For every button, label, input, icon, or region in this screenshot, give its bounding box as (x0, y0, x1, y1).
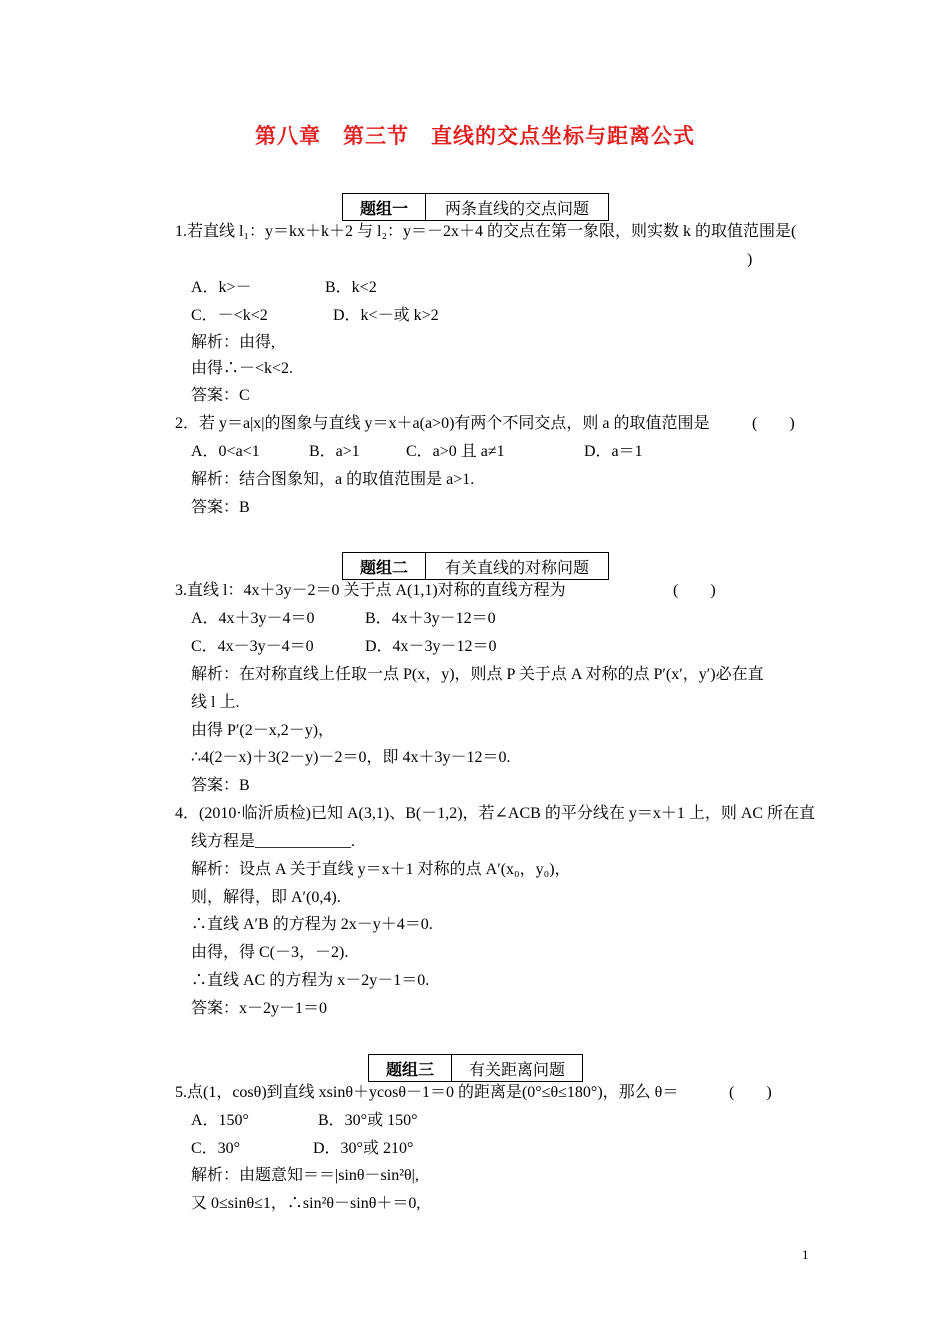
q5-option-d: D．30°或 210° (313, 1140, 414, 1157)
q3-solution: 解析：在对称直线上任取一点 P(x，y)，则点 P 关于点 A 对称的点 P′(x′，y′)必在直 (191, 666, 764, 683)
q2-solution: 解析：结合图象知，a 的取值范围是 a>1. (191, 471, 475, 488)
q2-option-d: D．a＝1 (584, 443, 643, 460)
q3-option-b: B．4x＋3y－12＝0 (365, 610, 496, 627)
q4-solution: 则，解得，即 A′(0,4). (191, 889, 341, 906)
q1-option-b: B．k<2 (325, 279, 377, 296)
q4-answer: 答案：x－2y－1＝0 (191, 1000, 328, 1017)
q4-stem: 线方程是____________. (191, 833, 356, 850)
group-label: 题组二 (343, 553, 426, 579)
q3-solution: 线 l 上. (191, 694, 240, 711)
q4-solution: ∴直线 A′B 的方程为 2x－y＋4＝0. (191, 916, 433, 933)
q5-option-c: C．30° (191, 1140, 241, 1157)
q3-option-c: C．4x－3y－4＝0 (191, 638, 314, 655)
q3-option-a: A．4x＋3y－4＝0 (191, 610, 315, 627)
q4-solution: 由得，得 C(－3，－2). (191, 944, 349, 961)
page-title: 第八章 第三节 直线的交点坐标与距离公式 (255, 124, 695, 148)
q1-answer: 答案：C (191, 387, 250, 404)
q3-solution: 由得 P′(2－x,2－y)， (191, 722, 335, 739)
q5-stem: 5.点(1，cosθ)到直线 xsinθ＋ycosθ－1＝0 的距离是(0°≤θ≤180°)，那么 θ＝ (175, 1084, 679, 1101)
page-number: 1 (802, 1247, 809, 1262)
q1-paren: ) (747, 251, 753, 268)
q2-option-b: B．a>1 (309, 443, 360, 460)
q2-stem: 2．若 y＝a|x|的图象与直线 y＝x＋a(a>0)有两个不同交点，则 a 的取值范围是 (175, 415, 710, 432)
group-topic: 两条直线的交点问题 (444, 200, 589, 218)
q2-option-c: C．a>0 且 a≠1 (406, 443, 505, 460)
q1-option-c: C．－<k<2 (191, 307, 268, 324)
q4-solution: ∴直线 AC 的方程为 x－2y－1＝0. (191, 972, 430, 989)
q4-stem: 4．(2010·临沂质检)已知 A(3,1)、B(－1,2)，若∠ACB 的平分线在 y＝x＋1 上，则 AC 所在直 (175, 805, 816, 822)
q2-option-a: A．0<a<1 (191, 443, 260, 460)
q3-option-d: D．4x－3y－12＝0 (365, 638, 497, 655)
q5-solution: 又 0≤sinθ≤1，∴sin²θ－sinθ＋＝0, (191, 1195, 421, 1212)
q3-answer: 答案：B (191, 777, 250, 794)
q3-stem: 3.直线 l：4x＋3y－2＝0 关于点 A(1,1)对称的直线方程为 (175, 582, 566, 599)
group-label: 题组一 (343, 194, 426, 220)
q1-stem: 1.若直线 l₁：y＝kx＋k＋2 与 l₂：y＝－2x＋4 的交点在第一象限，则实数 k 的取值范围是( (175, 223, 797, 240)
q2-paren: ( ) (752, 415, 795, 432)
q1-solution: 解析：由得, (191, 334, 276, 351)
q5-option-b: B．30°或 150° (318, 1112, 418, 1129)
q4-solution: 解析：设点 A 关于直线 y＝x＋1 对称的点 A′(x₀，y₀)， (191, 861, 571, 878)
q5-solution: 解析：由题意知＝＝|sinθ－sin²θ|, (191, 1167, 419, 1184)
group-topic: 有关直线的对称问题 (444, 559, 589, 577)
q3-paren: ( ) (673, 582, 716, 599)
group-label: 题组三 (369, 1055, 452, 1081)
group-header-1 (342, 193, 609, 221)
q1-option-d: D．k<－或 k>2 (333, 307, 439, 324)
q5-option-a: A．150° (191, 1112, 249, 1129)
q1-solution: 由得∴－<k<2. (191, 360, 294, 377)
q3-solution: ∴4(2－x)＋3(2－y)－2＝0，即 4x＋3y－12＝0. (191, 749, 511, 766)
q2-answer: 答案：B (191, 499, 250, 516)
group-header-3 (368, 1054, 583, 1082)
group-topic: 有关距离问题 (468, 1061, 565, 1079)
q5-paren: ( ) (729, 1084, 772, 1101)
q1-option-a: A．k>－ (191, 279, 252, 296)
group-header-2 (342, 552, 609, 580)
